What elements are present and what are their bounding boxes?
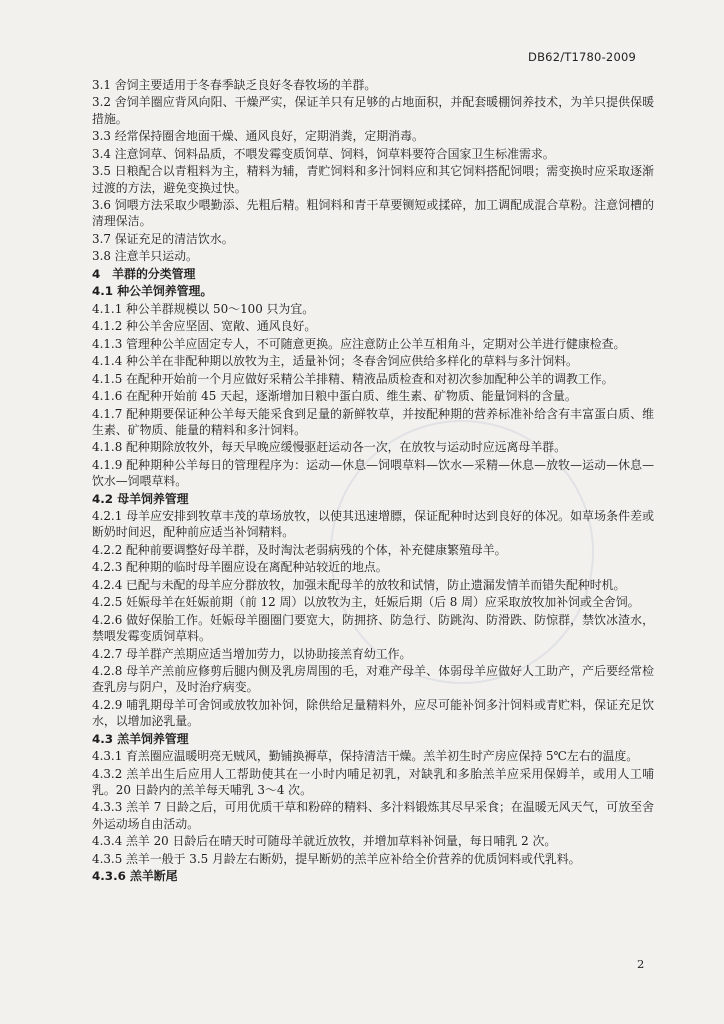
clause-paragraph: 3.2 舍饲羊圈应背风向阳、干燥严实，保证羊只有足够的占地面积，并配套暖棚饲养技术，为羊只提供保暖措施。 — [92, 95, 654, 126]
clause-paragraph: 4.1.8 配种期除放牧外，每天早晚应缓慢驱赶运动各一次，在放牧与运动时应远离母羊群。 — [92, 440, 566, 455]
document-body — [92, 77, 654, 886]
clause-paragraph: 4.3.3 羔羊 7 日龄之后，可用优质干草和粉碎的精料、多汁料锻炼其尽早采食；在温暖无风天气，可放至舍外运动场自由活动。 — [92, 800, 654, 831]
clause-paragraph: 4.2.2 配种前要调整好母羊群，及时淘汰老弱病残的个体，补充健康繁殖母羊。 — [92, 542, 507, 557]
clause-paragraph: 4.3.4 羔羊 20 日龄后在晴天时可随母羊就近放牧，并增加草料补饲量，每日哺乳 2 次。 — [92, 834, 557, 849]
clause-paragraph: 4.1.5 在配种开始前一个月应做好采精公羊排精、精液品质检查和对初次参加配种公羊的调教工作。 — [92, 371, 614, 386]
section-heading: 4 羊群的分类管理 — [92, 266, 196, 281]
clause-paragraph: 4.3.5 羔羊一般于 3.5 月龄左右断奶，提早断奶的羔羊应补给全价营养的优质饲料或代乳料。 — [92, 851, 581, 866]
clause-paragraph: 4.2.8 母羊产羔前应修剪后腿内侧及乳房周围的毛，对难产母羊、体弱母羊应做好人工助产，产后要经常检查乳房与阴户，及时治疗病变。 — [92, 664, 654, 695]
clause-paragraph: 3.6 饲喂方法采取少喂勤添、先粗后精。粗饲料和青干草要铡短或揉碎，加工调配成混合草粉。注意饲槽的清理保洁。 — [92, 198, 654, 229]
clause-paragraph: 4.2.7 母羊群产羔期应适当增加劳力，以协助接羔育幼工作。 — [92, 646, 412, 661]
clause-paragraph: 3.7 保证充足的清洁饮水。 — [92, 231, 234, 246]
clause-paragraph: 4.2.1 母羊应安排到牧草丰茂的草场放牧，以使其迅速增膘，保证配种时达到良好的体况。如草场条件差或断奶时间迟，配种前应适当补饲精料。 — [92, 509, 654, 540]
section-heading: 4.3.6 羔羊断尾 — [92, 869, 178, 884]
clause-paragraph: 4.2.9 哺乳期母羊可舍饲或放牧加补饲，除供给足量精料外，应尽可能补饲多汁饲料或青贮料，保证充足饮水，以增加泌乳量。 — [92, 697, 654, 729]
clause-paragraph: 3.8 注意羊只运动。 — [92, 249, 198, 264]
section-heading: 4.3 羔羊饲养管理 — [92, 731, 189, 746]
clause-paragraph: 4.1.4 种公羊在非配种期以放牧为主，适量补饲；冬春舍饲应供给多样化的草料与多汁饲料。 — [92, 354, 578, 369]
section-heading: 4.1 种公羊饲养管理。 — [92, 284, 213, 299]
clause-paragraph: 3.1 舍饲主要适用于冬春季缺乏良好冬春牧场的羊群。 — [92, 78, 377, 92]
clause-paragraph: 4.2.6 做好保胎工作。妊娠母羊圈圈门要宽大，防拥挤、防急行、防跳沟、防滑跌、防惊群，禁饮冰渣水，禁喂发霉变质饲草料。 — [92, 612, 654, 644]
clause-paragraph: 4.1.2 种公羊舍应坚固、宽敞、通风良好。 — [92, 319, 317, 334]
clause-paragraph: 4.2.3 配种期的临时母羊圈应设在离配种站较近的地点。 — [92, 560, 388, 575]
clause-paragraph: 3.5 日粮配合以青粗料为主，精料为辅，青贮饲料和多汁饲料应和其它饲料搭配饲喂；需变换时应采取逐渐过渡的方法，避免变换过快。 — [92, 164, 654, 195]
clause-paragraph: 4.1.1 种公羊群规模以 50～100 只为宜。 — [92, 301, 315, 316]
clause-paragraph: 4.2.4 已配与未配的母羊应分群放牧，加强未配母羊的放牧和试情，防止遗漏发情羊而错失配种时机。 — [92, 577, 626, 592]
standard-code: DB62/T1780-2009 — [528, 50, 636, 64]
section-heading: 4.2 母羊饲养管理 — [92, 491, 189, 506]
clause-paragraph: 4.2.5 妊娠母羊在妊娠前期（前 12 周）以放牧为主，妊娠后期（后 8 周）应采取放牧加补饲或全舍饲。 — [92, 595, 640, 610]
clause-paragraph: 4.3.2 羔羊出生后应用人工帮助使其在一小时内哺足初乳，对缺乳和多胎羔羊应采用保姆羊，或用人工哺乳。20 日龄内的羔羊每天哺乳 3～4 次。 — [92, 766, 654, 797]
page-number: 2 — [637, 957, 645, 971]
clause-paragraph: 4.3.1 育羔圈应温暖明亮无贼风，勤铺换褥草，保持清洁干燥。羔羊初生时产房应保持 5℃左右的温度。 — [92, 749, 639, 764]
clause-paragraph: 4.1.9 配种期种公羊每日的管理程序为：运动—休息—饲喂草料—饮水—采精—休息—放牧—运动—休息—饮水—饲喂草料。 — [92, 457, 654, 489]
clause-paragraph: 4.1.6 在配种开始前 45 天起，逐渐增加日粮中蛋白质、维生素、矿物质、能量饲料的含量。 — [92, 389, 577, 404]
clause-paragraph: 4.1.7 配种期要保证种公羊每天能采食到足量的新鲜牧草，并按配种期的营养标准补给含有丰富蛋白质、维生素、矿物质、能量的精料和多汁饲料。 — [92, 406, 654, 437]
clause-paragraph: 3.3 经常保持圈舍地面干燥、通风良好，定期消粪，定期消毒。 — [92, 129, 424, 144]
clause-paragraph: 3.4 注意饲草、饲料品质，不喂发霉变质饲草、饲料，饲草料要符合国家卫生标准需求。 — [92, 146, 555, 161]
clause-paragraph: 4.1.3 管理种公羊应固定专人，不可随意更换。应注意防止公羊互相角斗，定期对公羊进行健康检查。 — [92, 336, 626, 351]
